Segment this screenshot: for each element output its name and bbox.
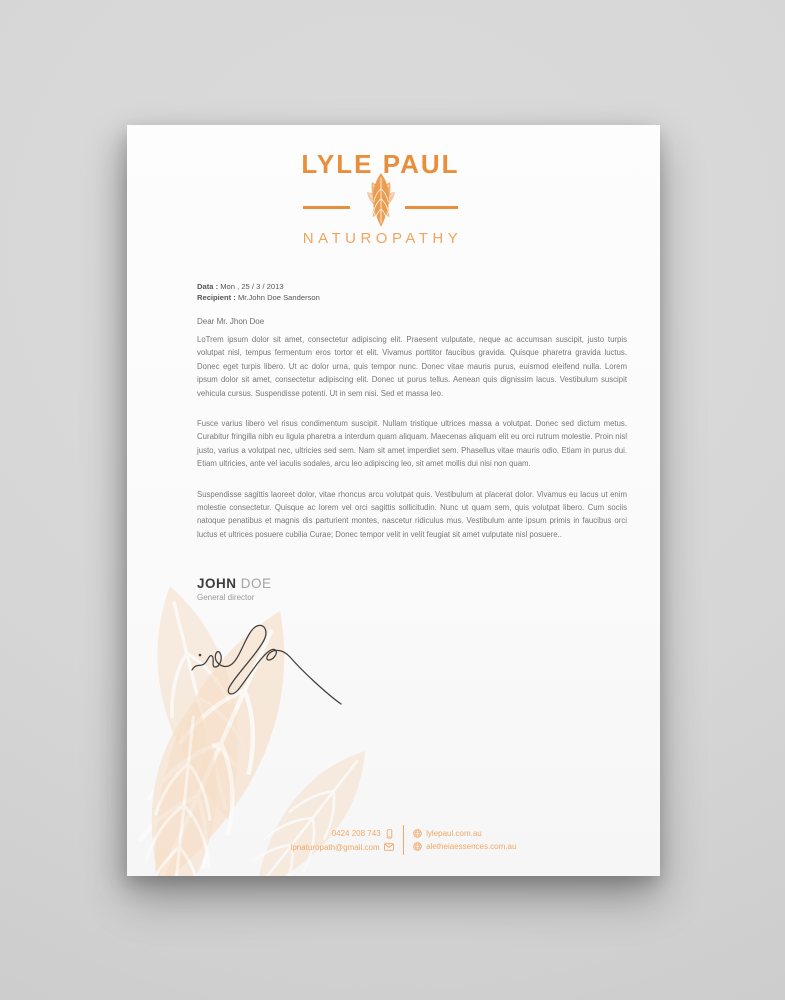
footer-left-column — [291, 829, 394, 852]
signer-role: General director — [197, 593, 255, 602]
handwritten-signature — [187, 612, 347, 709]
paragraph-3: Suspendisse sagittis laoreet dolor, vitae rhoncus arcu volutpat quis. Vestibulum at placerat dolor. Vivamus eu lacus ut enim molestie consectetur. Quisque ac lorem vel orci sagittis sollicitudin. Nunc ut quam sem, quis volutpat libero. Cum sociis natoque penatibus et magnis dis parturient montes, nascetur ridiculus mus. Vestibulum ante ipsum primis in faucibus orci luctus et ultrices posuere cubilia Curae; Donec tempor velit in velit feugiat sit amet vulputate nisl posuere.. — [197, 489, 627, 539]
email-row — [291, 843, 394, 852]
website-row-1 — [413, 829, 482, 838]
paragraph-2: Fusce varius libero vel risus condimentum suscipit. Nullam tristique ultrices massa a volutpat. Donec sed dictum metus. Curabitur fringilla nibh eu ligula pharetra a interdum quam aliquam. Maecenas aliquam elit eu orci rutrum molestie. Proin nisl justo, varius a volutpat nec, ultricies sed sem. Nam sit amet imperdiet sem. Phasellus vitae mauris odio. Etiam in purus dui. Etiam ultricies, ante vel iaculis sodales, arcu leo adipiscing leo, sit amet mollis dui nisi non quam. — [197, 419, 627, 469]
globe-icon — [413, 842, 422, 851]
signer-block — [197, 576, 272, 602]
signer-last-name: DOE — [240, 576, 272, 591]
recipient-value: Mr.John Doe Sanderson — [237, 293, 320, 302]
recipient-label: Recipient : — [197, 293, 236, 302]
date-value: Mon , 25 / 3 / 2013 — [220, 282, 284, 291]
globe-icon — [413, 829, 422, 838]
recipient-line — [197, 292, 320, 303]
paragraph-1: LoTrem ipsum dolor sit amet, consectetur adipiscing elit. Praesent vulputate, neque ac accumsan suscipit, justo turpis volutpat nisl, tempus fermentum eros tortor et elit. Vivamus porttitor faucibus gravida. Quisque pharetra gravida luctus. Donec eget turpis libero. Ut ac dolor urna, quis tempor nunc. Donec vitae mauris purus, euismod eleifend nulla. Lorem ipsum dolor sit amet, consectetur adipiscing elit. Donec ut purus tellus. Aenean quis dignissim lacus. Vestibulum suscipit vehicula cursus. Suspendisse potenti. Ut in sem nisi. Sed et massa leo. — [197, 335, 627, 398]
letter-body — [197, 333, 627, 558]
date-label: Data : — [197, 282, 219, 291]
website-row-2 — [413, 842, 516, 851]
letterhead-paper — [127, 125, 660, 876]
letter-meta — [197, 281, 320, 303]
signer-name — [197, 576, 272, 591]
date-line — [197, 281, 320, 292]
brand-subtitle: NATUROPATHY — [302, 230, 463, 247]
footer-divider — [403, 825, 405, 855]
phone-row — [332, 829, 394, 839]
brand-title: LYLE PAUL — [301, 149, 460, 179]
envelope-icon — [384, 843, 394, 851]
logo-divider-right — [405, 206, 458, 209]
website-primary: lylepaul.com.au — [426, 829, 482, 838]
salutation: Dear Mr. Jhon Doe — [197, 317, 265, 326]
logo-divider-left — [303, 206, 350, 209]
footer-right-column — [413, 829, 516, 851]
phone-number: 0424 208 743 — [331, 829, 381, 838]
email-address: lpnaturopath@gmail.com — [290, 842, 380, 852]
phone-icon — [385, 829, 394, 839]
signer-first-name: JOHN — [197, 576, 237, 591]
footer-contact — [137, 825, 660, 855]
website-secondary: aletheiaessences.com.au — [426, 842, 517, 851]
